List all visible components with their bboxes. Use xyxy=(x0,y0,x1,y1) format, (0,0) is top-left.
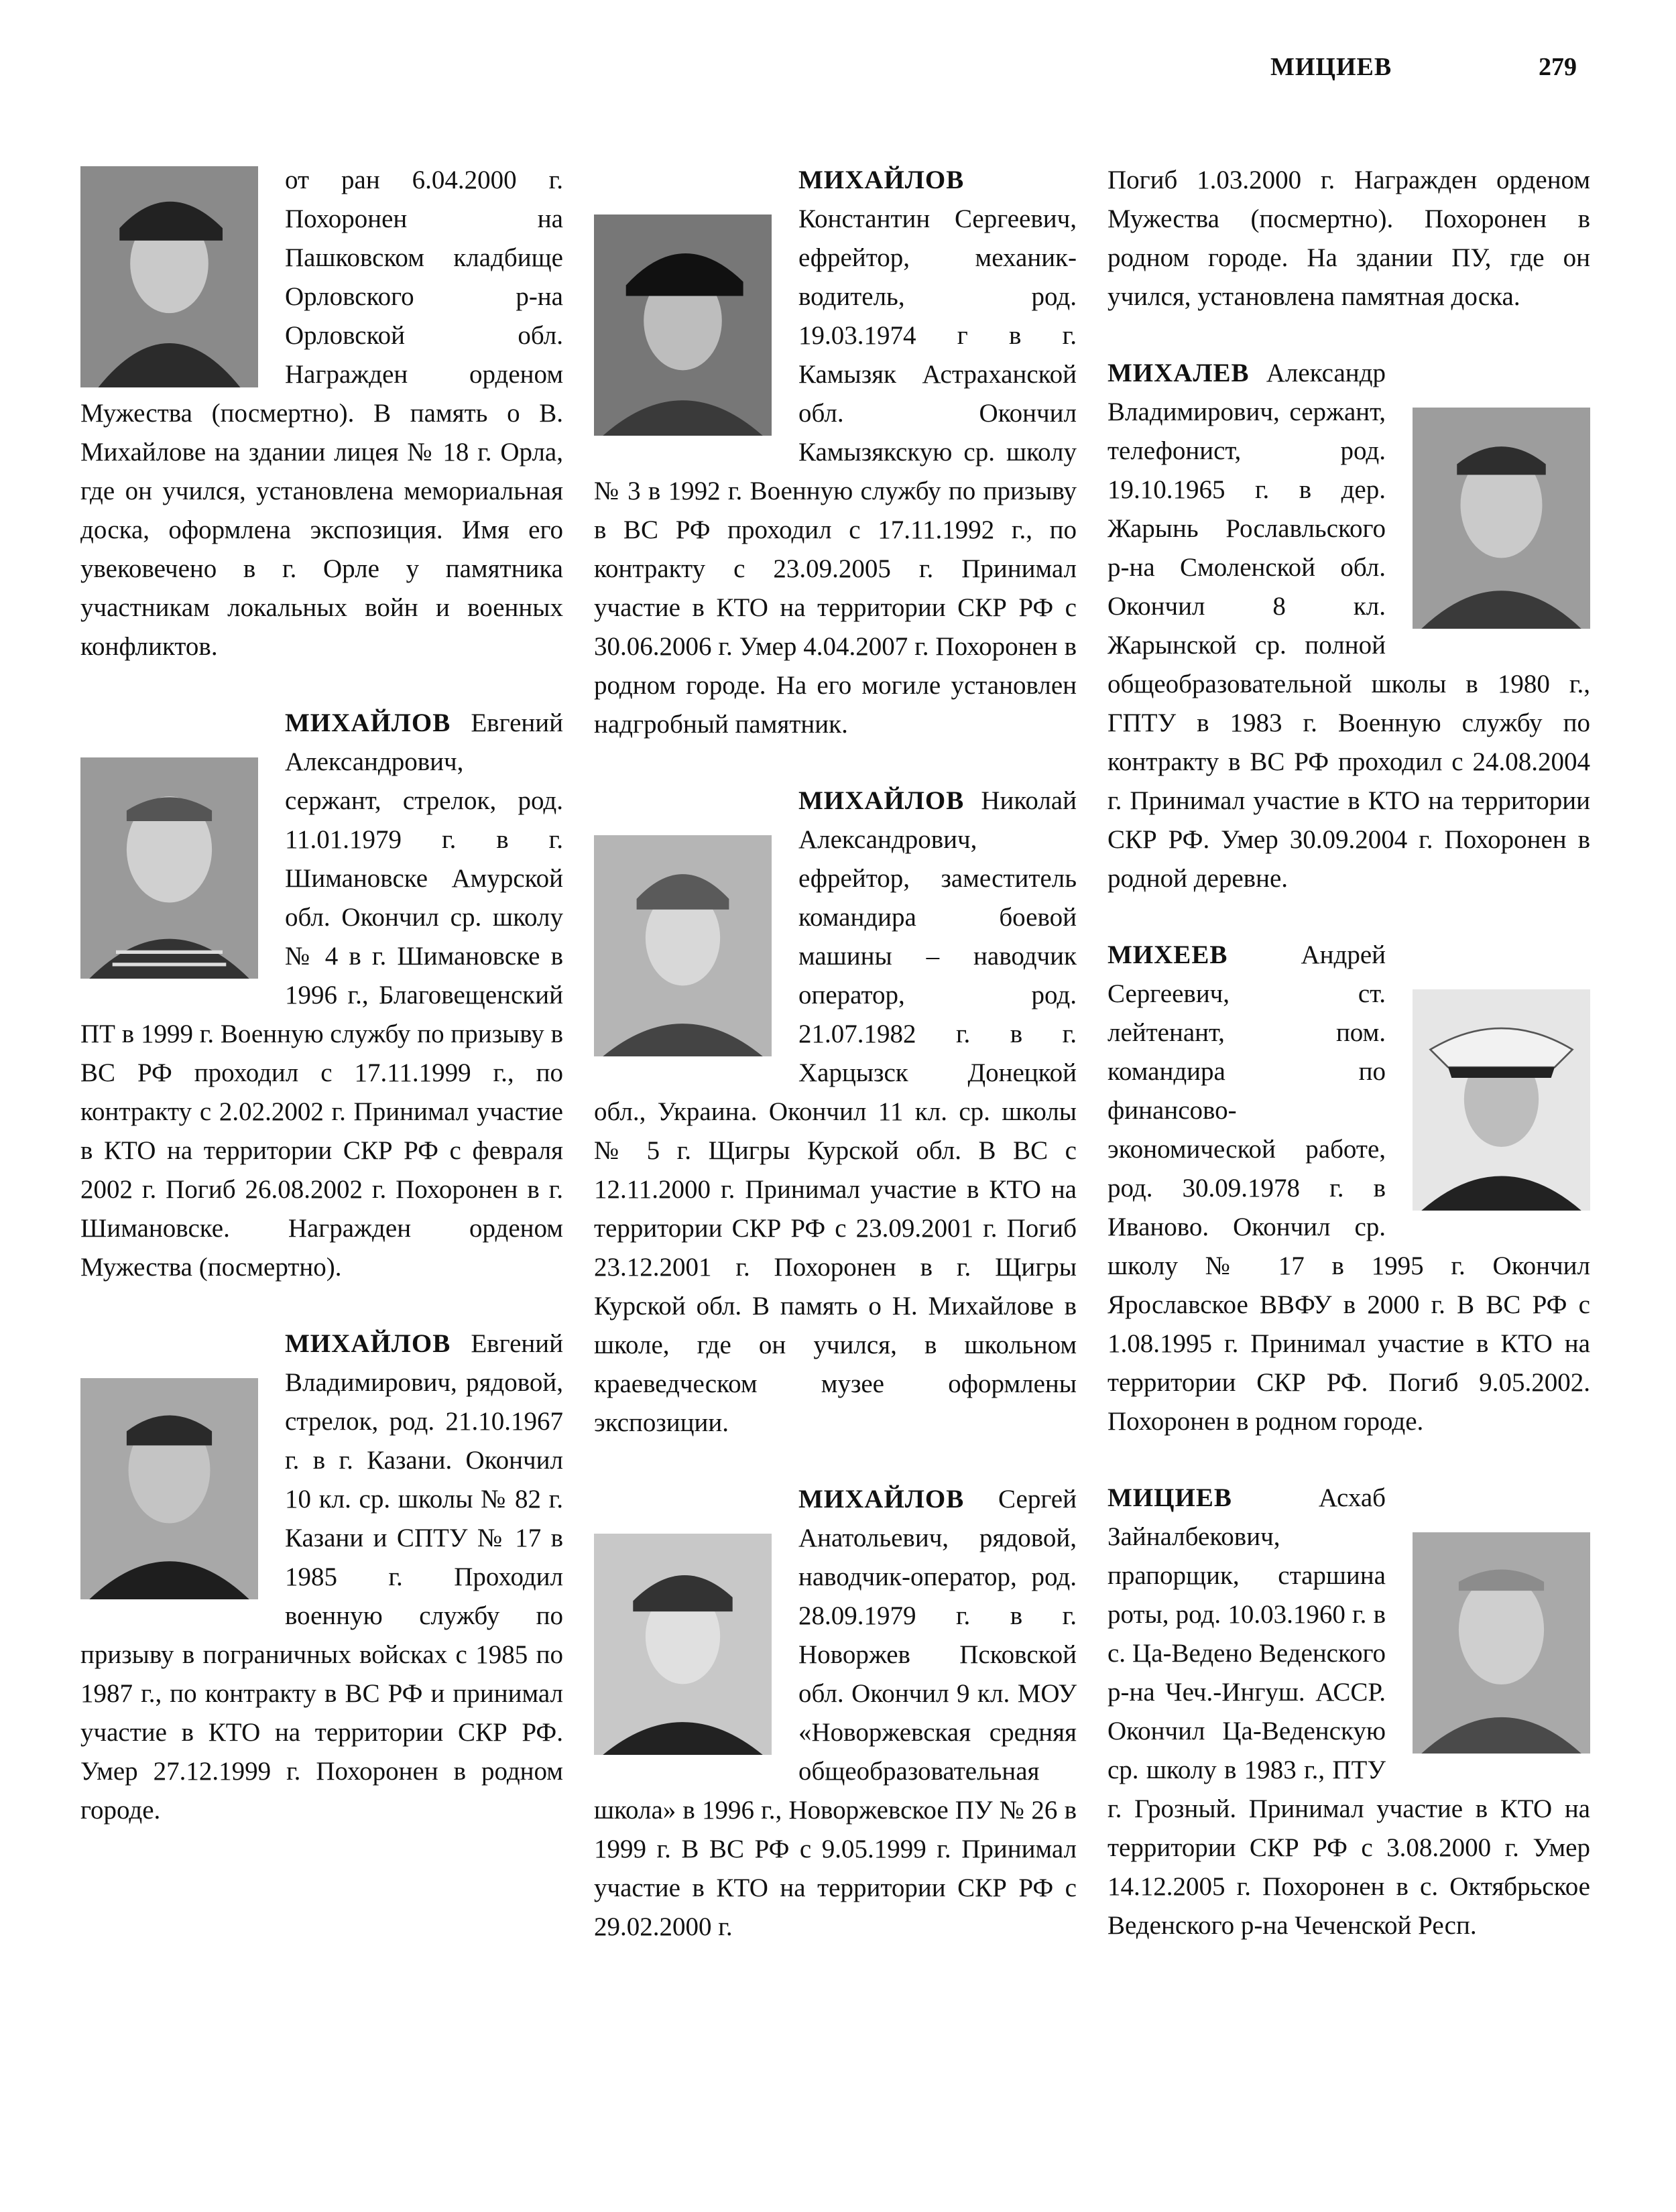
entry-name: МИЦИЕВ xyxy=(1108,1483,1232,1512)
entry-name: МИХЕЕВ xyxy=(1108,940,1228,969)
entry-name: МИХАЙЛОВ xyxy=(285,1329,451,1358)
entry-body: Сергей Анатольевич, рядовой, наводчик-оператор, род. 28.09.1979 г. в г. Новоржев Псковской обл. Окончил 9 кл. МОУ «Новоржевская средняя общеобразовательная школа» в 1996 г., Новоржевское ПУ № 26 в 1999 г. В ВС РФ с 9.05.1999 г. Принимал участие в КТО на территории СКР РФ с 29.02.2000 г. xyxy=(594,1485,1077,1941)
entry-body: Евгений Александрович, сержант, стрелок, род. 11.01.1979 г. в г. Шимановске Амурской обл. Окончил ср. школу № 4 в г. Шимановске в 1996 г., Благовещенский ПТ в 1999 г. Военную службу по призыву в ВС РФ проходил с 17.11.1999 г., по контракту с 2.02.2002 г. Принимал участие в КТО на территории СКР РФ с февраля 2002 г. Погиб 26.08.2002 г. Похоронен в г. Шимановске. Награжден орденом Мужества (посмертно). xyxy=(80,709,563,1282)
entry-body: Андрей Сергеевич, ст. лейтенант, пом. командира по финансово-экономической работе, род. 30.09.1978 г. в Иваново. Окончил ср. школу № 17 в 1995 г. Окончил Ярославское ВВФУ в 2000 г. В ВС РФ с 1.08.1995 г. Принимал участие в КТО на территории СКР РФ. Погиб 9.05.2002. Похоронен в родном городе. xyxy=(1108,940,1590,1436)
column-2 xyxy=(594,161,1077,1984)
entry xyxy=(80,161,563,666)
entry xyxy=(1108,354,1590,898)
entry-name: МИХАЙЛОВ xyxy=(798,1485,965,1514)
page-header xyxy=(0,52,1676,93)
entry-body: Погиб 1.03.2000 г. Награжден орденом Мужества (посмертно). Похоронен в родном городе. На здании ПУ, где он учился, установлена памятная доска. xyxy=(1108,166,1590,311)
entry xyxy=(1108,161,1590,316)
page-number: 279 xyxy=(1539,53,1577,81)
entry xyxy=(594,782,1077,1442)
portrait-photo xyxy=(594,214,772,436)
portrait-photo xyxy=(1413,408,1590,629)
portrait-photo xyxy=(80,166,258,387)
entry-body: от ран 6.04.2000 г. Похоронен на Пашковском кладбище Орловского р-на Орловской обл. Награжден орденом Мужества (посмертно). В память о В. Михайлове на здании лицея № 18 г. Орла, где он учился, установлена мемориальная доска, оформлена экспозиция. Имя его увековечено в г. Орле у памятника участникам локальных войн и военных конфликтов. xyxy=(80,166,563,661)
entry-name: МИХАЛЕВ xyxy=(1108,359,1250,387)
column-3 xyxy=(1108,161,1590,1983)
entry-name: МИХАЙЛОВ xyxy=(285,709,451,737)
portrait-photo xyxy=(1413,1532,1590,1754)
portrait-photo xyxy=(80,757,258,979)
entry-name: МИХАЙЛОВ xyxy=(798,786,965,815)
entry-body: Николай Александрович, ефрейтор, заместитель командира боевой машины – наводчик оператор, род. 21.07.1982 г. в г. Харцызск Донецкой обл., Украина. Окончил 11 кл. ср. школы № 5 г. Щигры Курской обл. В ВС с 12.11.2000 г. Принимал участие в КТО на территории СКР РФ с 23.09.2001 г. Погиб 23.12.2001 г. Похоронен в г. Щигры Курской обл. В память о Н. Михайлове в школе, где он учился, в школьном краеведческом музее оформлены экспозиции. xyxy=(594,786,1077,1437)
entry xyxy=(80,704,563,1287)
portrait-photo xyxy=(594,1534,772,1755)
entry xyxy=(594,161,1077,744)
running-head: МИЦИЕВ xyxy=(1270,53,1392,81)
entry-name: МИХАЙЛОВ xyxy=(798,166,965,194)
entry xyxy=(594,1480,1077,1947)
entry xyxy=(1108,936,1590,1441)
entry-body: Евгений Владимирович, рядовой, стрелок, род. 21.10.1967 г. в г. Казани. Окончил 10 кл. ср. школы № 82 г. Казани и СПТУ № 17 в 1985 г. Проходил военную службу по призыву в пограничных войсках с 1985 по 1987 г., по контракту в ВС РФ и принимал участие в КТО на территории СКР РФ. Умер 27.12.1999 г. Похоронен в родном городе. xyxy=(80,1329,563,1825)
entry-body: Александр Владимирович, сержант, телефонист, род. 19.10.1965 г. в дер. Жарынь Рославльского р-на Смоленской обл. Окончил 8 кл. Жарынской ср. полной общеобразовательной школы в 1980 г., ГПТУ в 1983 г. Военную службу по контракту в ВС РФ проходил с 24.08.2004 г. Принимал участие в КТО на территории СКР РФ. Умер 30.09.2004 г. Похоронен в родной деревне. xyxy=(1108,359,1590,893)
portrait-photo xyxy=(80,1378,258,1599)
portrait-photo xyxy=(594,835,772,1056)
column-1 xyxy=(80,161,563,1867)
entry xyxy=(1108,1479,1590,1945)
entry-body: Константин Сергеевич, ефрейтор, механик-водитель, род. 19.03.1974 г в г. Камызяк Астраханской обл. Окончил Камызякскую ср. школу № 3 в 1992 г. Военную службу по призыву в ВС РФ проходил с 17.11.1992 г., по контракту с 23.09.2005 г. Принимал участие в КТО на территории СКР РФ с 30.06.2006 г. Умер 4.04.2007 г. Похоронен в родном городе. На его могиле установлен надгробный памятник. xyxy=(594,204,1077,739)
portrait-photo xyxy=(1413,989,1590,1211)
entry xyxy=(80,1325,563,1830)
entry-body: Асхаб Зайналбекович, прапорщик, старшина роты, род. 10.03.1960 г. в с. Ца-Ведено Веденского р-на Чеч.-Ингуш. АССР. Окончил Ца-Веденскую ср. школу в 1983 г., ПТУ г. Грозный. Принимал участие в КТО на территории СКР РФ с 3.08.2000 г. Умер 14.12.2005 г. Похоронен в с. Октябрьское Веденского р-на Чеченской Респ. xyxy=(1108,1483,1590,1940)
